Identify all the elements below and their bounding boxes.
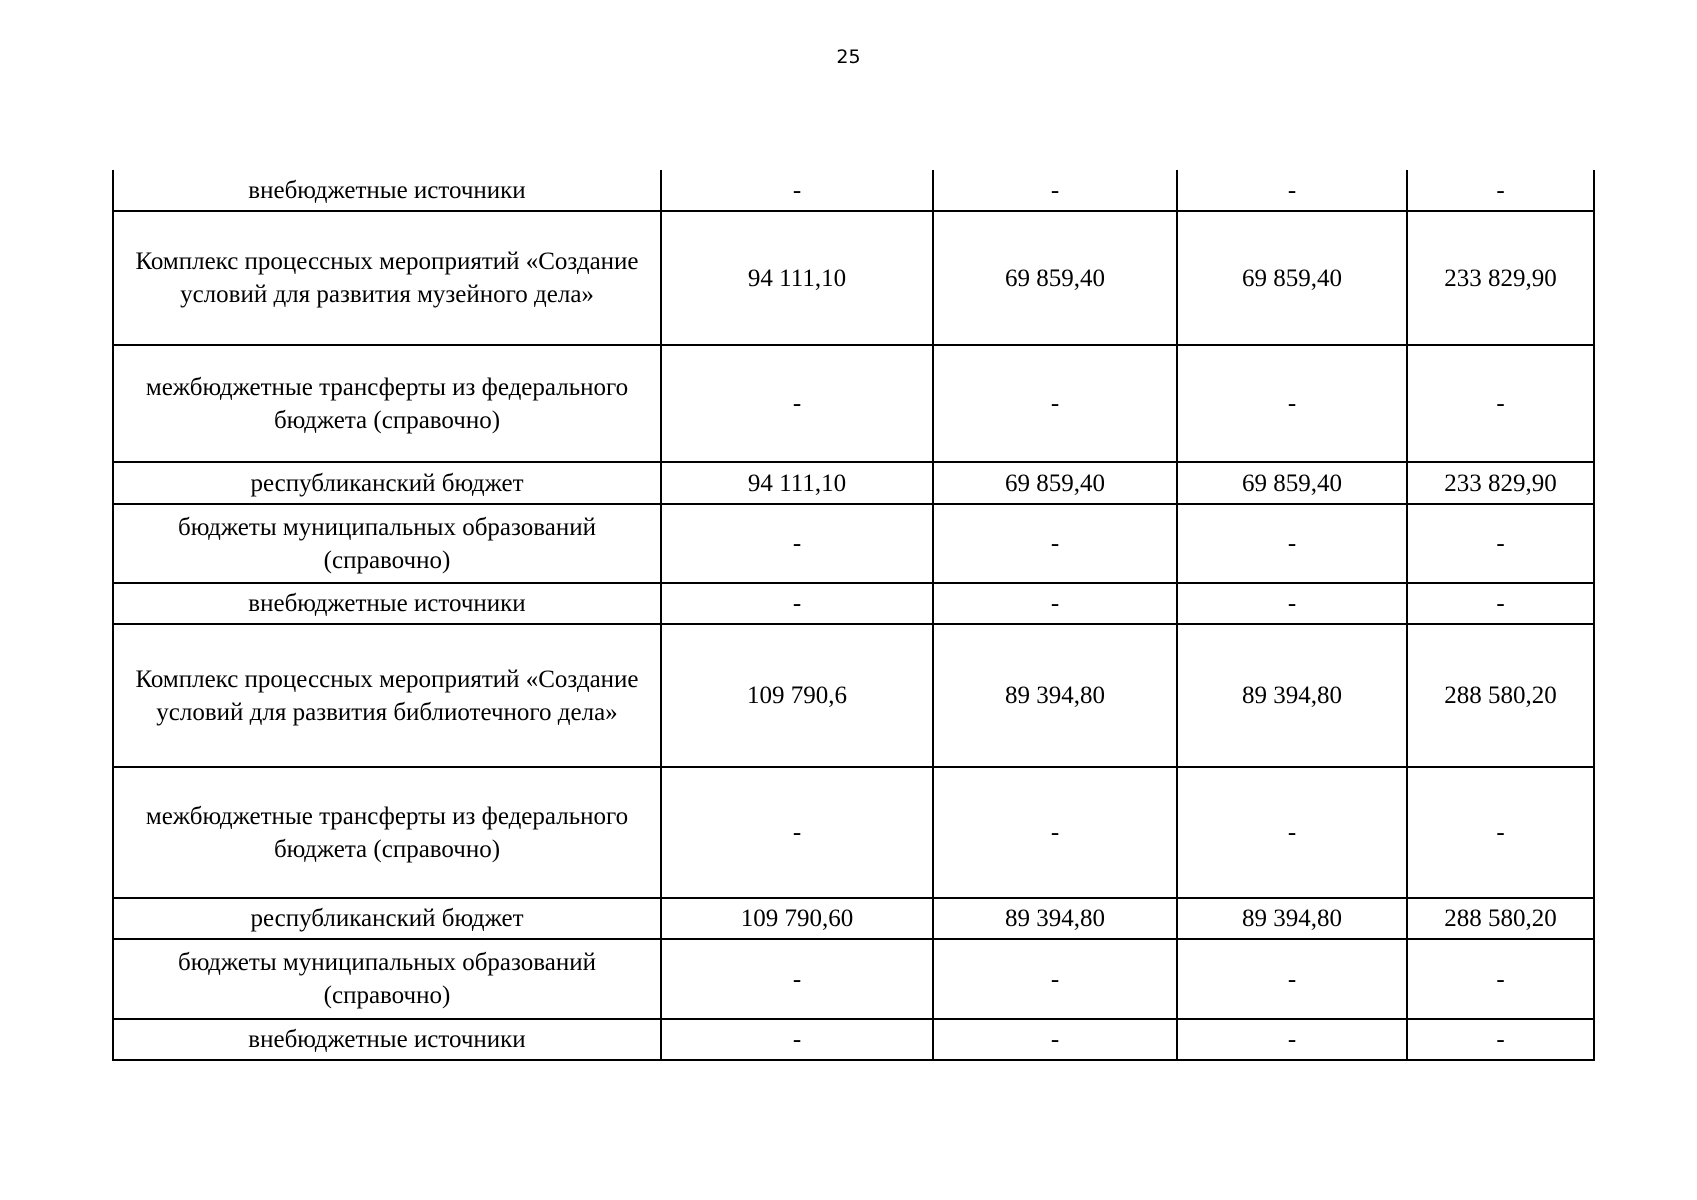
- value-cell: -: [933, 939, 1177, 1019]
- value-cell: -: [1177, 767, 1407, 898]
- value-cell: -: [1177, 345, 1407, 462]
- table-row: [113, 462, 1594, 504]
- table-row: [113, 624, 1594, 767]
- value-cell: -: [1407, 170, 1594, 211]
- value-cell: 94 111,10: [661, 462, 933, 504]
- row-label: внебюджетные источники: [113, 1019, 661, 1060]
- value-cell: -: [661, 345, 933, 462]
- table-row: [113, 898, 1594, 939]
- value-cell: 69 859,40: [1177, 211, 1407, 345]
- row-label: республиканский бюджет: [113, 898, 661, 939]
- value-cell: 233 829,90: [1407, 462, 1594, 504]
- row-label: Комплекс процессных мероприятий «Создание условий для развития музейного дела»: [113, 211, 661, 345]
- value-cell: -: [1407, 504, 1594, 583]
- value-cell: 89 394,80: [933, 624, 1177, 767]
- value-cell: 89 394,80: [1177, 624, 1407, 767]
- value-cell: 94 111,10: [661, 211, 933, 345]
- value-cell: 288 580,20: [1407, 898, 1594, 939]
- value-cell: -: [933, 504, 1177, 583]
- value-cell: -: [1407, 939, 1594, 1019]
- value-cell: -: [933, 345, 1177, 462]
- row-label: межбюджетные трансферты из федерального бюджета (справочно): [113, 345, 661, 462]
- value-cell: 89 394,80: [933, 898, 1177, 939]
- row-label: внебюджетные источники: [113, 583, 661, 624]
- value-cell: 109 790,60: [661, 898, 933, 939]
- value-cell: 89 394,80: [1177, 898, 1407, 939]
- value-cell: -: [1177, 504, 1407, 583]
- value-cell: -: [1407, 583, 1594, 624]
- value-cell: -: [1177, 583, 1407, 624]
- page-number: 25: [836, 46, 861, 68]
- value-cell: -: [661, 504, 933, 583]
- value-cell: -: [661, 583, 933, 624]
- value-cell: 69 859,40: [1177, 462, 1407, 504]
- table-row: [113, 504, 1594, 583]
- table-row: [113, 939, 1594, 1019]
- value-cell: -: [661, 767, 933, 898]
- value-cell: -: [1177, 1019, 1407, 1060]
- value-cell: -: [1407, 767, 1594, 898]
- table-row: [113, 170, 1594, 211]
- budget-table: [112, 170, 1595, 1061]
- value-cell: 233 829,90: [1407, 211, 1594, 345]
- value-cell: -: [1177, 939, 1407, 1019]
- value-cell: -: [1407, 345, 1594, 462]
- row-label: внебюджетные источники: [113, 170, 661, 211]
- value-cell: -: [933, 583, 1177, 624]
- value-cell: 288 580,20: [1407, 624, 1594, 767]
- value-cell: -: [661, 170, 933, 211]
- value-cell: -: [933, 170, 1177, 211]
- row-label: межбюджетные трансферты из федерального бюджета (справочно): [113, 767, 661, 898]
- row-label: Комплекс процессных мероприятий «Создание условий для развития библиотечного дела»: [113, 624, 661, 767]
- table-row: [113, 767, 1594, 898]
- table-row: [113, 583, 1594, 624]
- value-cell: 69 859,40: [933, 211, 1177, 345]
- row-label: бюджеты муниципальных образований (справочно): [113, 504, 661, 583]
- value-cell: -: [1407, 1019, 1594, 1060]
- table-row: [113, 1019, 1594, 1060]
- table-row: [113, 345, 1594, 462]
- value-cell: -: [661, 939, 933, 1019]
- table-row: [113, 211, 1594, 345]
- value-cell: -: [933, 1019, 1177, 1060]
- row-label: республиканский бюджет: [113, 462, 661, 504]
- value-cell: -: [933, 767, 1177, 898]
- value-cell: 69 859,40: [933, 462, 1177, 504]
- row-label: бюджеты муниципальных образований (справочно): [113, 939, 661, 1019]
- value-cell: 109 790,6: [661, 624, 933, 767]
- value-cell: -: [1177, 170, 1407, 211]
- value-cell: -: [661, 1019, 933, 1060]
